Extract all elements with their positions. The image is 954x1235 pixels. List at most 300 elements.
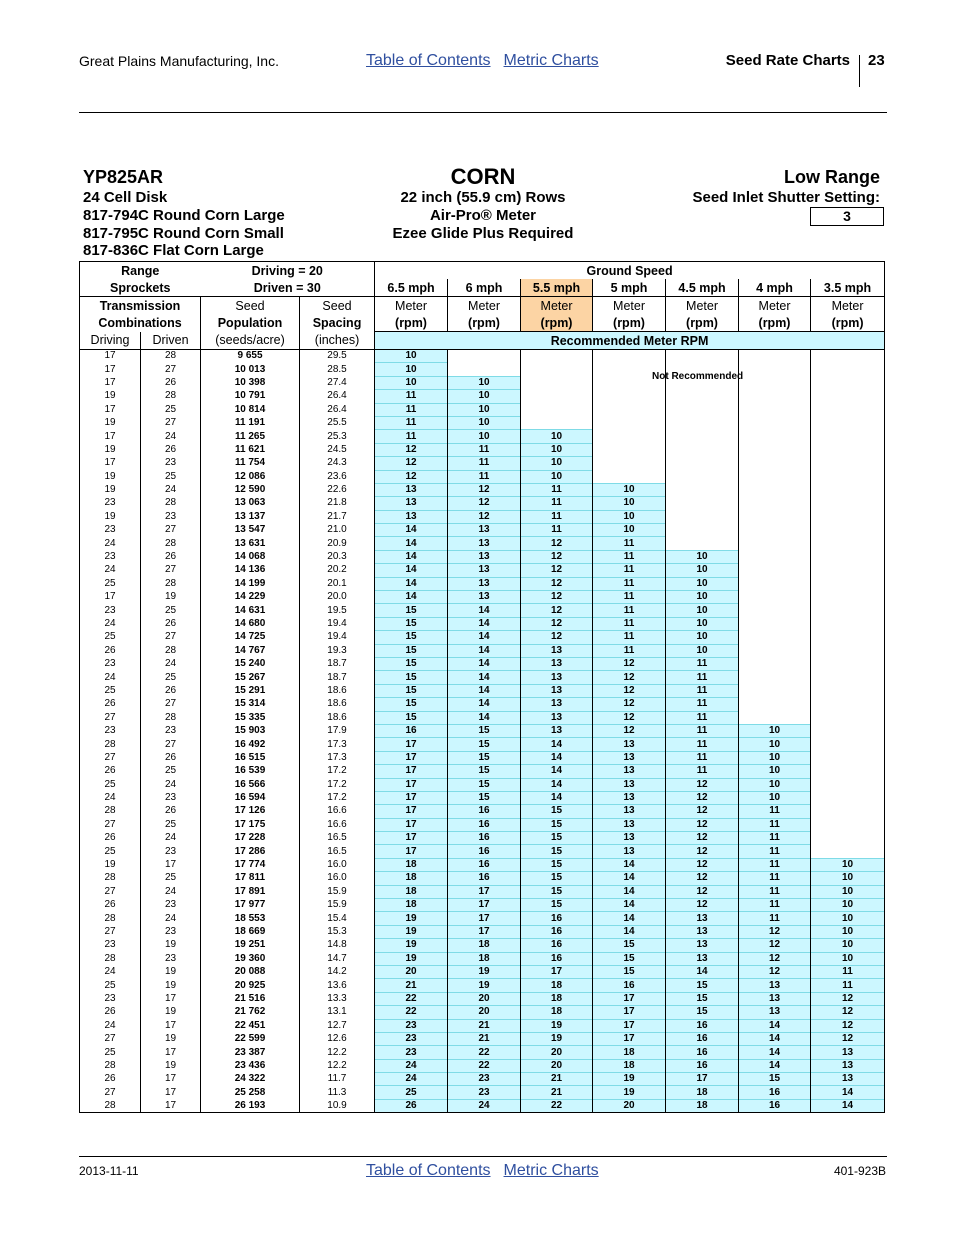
seed-population: 14 631: [201, 604, 300, 617]
meter-rpm-cell: 17: [593, 992, 666, 1005]
meter-rpm-cell: 15: [375, 631, 448, 644]
not-recommended-cell: [739, 537, 811, 550]
driving-teeth: 23: [80, 550, 141, 563]
footer-links: [366, 1162, 612, 1180]
table-row: [80, 1006, 885, 1019]
driven-teeth: 26: [141, 805, 201, 818]
meter-rpm-cell: 11: [593, 617, 666, 630]
meter-type: Air-Pro® Meter: [429, 207, 537, 224]
driven-teeth: 17: [141, 1073, 201, 1086]
meter-rpm-cell: 12: [521, 577, 593, 590]
meter-rpm-cell: 12: [375, 443, 448, 456]
seed-header: Seed: [201, 297, 300, 315]
meter-rpm-cell: 12: [521, 537, 593, 550]
company-name: Great Plains Manufacturing, Inc.: [79, 53, 279, 69]
meter-rpm-cell: 23: [448, 1073, 521, 1086]
meter-rpm-cell: 17: [593, 1032, 666, 1045]
meter-rpm-cell: 13: [521, 657, 593, 670]
table-row: [80, 711, 885, 724]
driving-teeth: 17: [80, 403, 141, 416]
table-row: [80, 1019, 885, 1032]
meter-rpm-cell: 20: [593, 1099, 666, 1112]
table-row: [80, 939, 885, 952]
rpm-header: (rpm): [811, 314, 885, 332]
driving-teeth: 26: [80, 832, 141, 845]
driven-teeth: 23: [141, 791, 201, 804]
meter-rpm-cell: 17: [375, 805, 448, 818]
seed-population: 17 286: [201, 845, 300, 858]
table-row: [80, 979, 885, 992]
seed-spacing: 20.1: [300, 577, 375, 590]
meter-rpm-cell: 17: [448, 912, 521, 925]
driving-teeth: 26: [80, 765, 141, 778]
meter-rpm-cell: 11: [375, 430, 448, 443]
seed-population: 15 240: [201, 657, 300, 670]
meter-header: Meter: [739, 297, 811, 315]
meter-rpm-cell: 12: [811, 1006, 885, 1019]
not-recommended-cell: [666, 443, 739, 456]
meter-rpm-cell: 13: [521, 698, 593, 711]
seed-population: 11 265: [201, 430, 300, 443]
driving-teeth: 23: [80, 939, 141, 952]
seed-population: 13 137: [201, 510, 300, 523]
meter-rpm-cell: 11: [739, 872, 811, 885]
driving-teeth: 24: [80, 671, 141, 684]
driven-teeth: 26: [141, 376, 201, 389]
table-row: [80, 577, 885, 590]
meter-rpm-cell: 11: [666, 724, 739, 737]
meter-rpm-cell: 13: [521, 644, 593, 657]
meter-rpm-cell: 17: [375, 778, 448, 791]
meter-rpm-cell: 11: [739, 805, 811, 818]
seed-spacing: 17.2: [300, 791, 375, 804]
meter-rpm-cell: 15: [375, 617, 448, 630]
driven-teeth: 27: [141, 631, 201, 644]
metric-charts-link[interactable]: Metric Charts: [503, 52, 599, 69]
meter-rpm-cell: 12: [739, 952, 811, 965]
table-row: [80, 724, 885, 737]
meter-rpm-cell: 22: [375, 992, 448, 1005]
not-recommended-cell: [739, 524, 811, 537]
footer-rule: [79, 1156, 887, 1157]
table-row: [80, 965, 885, 978]
meter-rpm-cell: 14: [666, 965, 739, 978]
meter-rpm-cell: 11: [375, 403, 448, 416]
not-recommended-cell: [811, 376, 885, 389]
meter-rpm-cell: 12: [666, 885, 739, 898]
seed-population: 21 762: [201, 1006, 300, 1019]
table-row: [80, 805, 885, 818]
not-recommended-cell: [521, 350, 593, 363]
meter-rpm-cell: 16: [739, 1086, 811, 1099]
speed-header-highlighted: 5.5 mph: [521, 279, 593, 297]
meter-rpm-cell: 15: [448, 791, 521, 804]
table-row: [80, 376, 885, 389]
driven-teeth: 17: [141, 1086, 201, 1099]
meter-rpm-cell: 11: [739, 845, 811, 858]
header-rule: [79, 112, 887, 113]
meter-rpm-cell: 16: [448, 818, 521, 831]
table-row: [80, 751, 885, 764]
meter-rpm-cell: 11: [448, 443, 521, 456]
meter-rpm-cell: 13: [666, 939, 739, 952]
driven-teeth: 19: [141, 979, 201, 992]
driven-teeth: 19: [141, 1006, 201, 1019]
seed-spacing: 24.5: [300, 443, 375, 456]
meter-rpm-cell: 15: [448, 724, 521, 737]
meter-rpm-cell: 19: [521, 1032, 593, 1045]
meter-rpm-cell: 16: [448, 872, 521, 885]
seed-spacing: 17.2: [300, 765, 375, 778]
meter-rpm-cell: 11: [375, 390, 448, 403]
seed-population: 9 655: [201, 350, 300, 363]
not-recommended-cell: [739, 443, 811, 456]
not-recommended-cell: [811, 416, 885, 429]
not-recommended-cell: [811, 403, 885, 416]
driven-teeth: 25: [141, 818, 201, 831]
meter-rpm-cell: 21: [521, 1073, 593, 1086]
driving-teeth: 25: [80, 577, 141, 590]
seed-spacing: 21.8: [300, 497, 375, 510]
not-recommended-cell: [739, 631, 811, 644]
meter-rpm-cell: 13: [811, 1059, 885, 1072]
part-number-line: 817-836C Flat Corn Large: [83, 242, 264, 259]
meter-header: Meter: [448, 297, 521, 315]
meter-rpm-cell: 12: [666, 818, 739, 831]
meter-header: Meter: [666, 297, 739, 315]
meter-rpm-cell: 10: [593, 510, 666, 523]
table-row: [80, 497, 885, 510]
seed-spacing: 26.4: [300, 390, 375, 403]
meter-rpm-cell: 11: [521, 497, 593, 510]
meter-rpm-cell: 10: [811, 858, 885, 871]
seed-population: 19 360: [201, 952, 300, 965]
seed-population: 13 063: [201, 497, 300, 510]
table-row: [80, 430, 885, 443]
driven-teeth: 28: [141, 497, 201, 510]
not-recommended-cell: [811, 350, 885, 363]
meter-rpm-cell: 12: [521, 631, 593, 644]
meter-rpm-cell: 13: [593, 845, 666, 858]
table-row: [80, 1086, 885, 1099]
table-of-contents-link[interactable]: Table of Contents: [366, 1162, 491, 1179]
meter-rpm-cell: 15: [521, 805, 593, 818]
meter-rpm-cell: 10: [593, 483, 666, 496]
meter-rpm-cell: 12: [666, 899, 739, 912]
page-number: 23: [868, 52, 885, 69]
meter-rpm-cell: 11: [593, 631, 666, 644]
meter-rpm-cell: 17: [375, 751, 448, 764]
meter-rpm-cell: 14: [593, 872, 666, 885]
driven-teeth: 24: [141, 778, 201, 791]
driven-teeth: 25: [141, 403, 201, 416]
driving-teeth: 19: [80, 483, 141, 496]
driving-teeth: 23: [80, 524, 141, 537]
seed-spacing: 16.5: [300, 832, 375, 845]
table-row: [80, 925, 885, 938]
driving-teeth: 26: [80, 698, 141, 711]
driven-teeth: 25: [141, 872, 201, 885]
meter-rpm-cell: 11: [739, 885, 811, 898]
table-header: [80, 262, 885, 350]
not-recommended-cell: [811, 738, 885, 751]
seed-spacing: 20.2: [300, 564, 375, 577]
meter-rpm-cell: 17: [448, 899, 521, 912]
table-row: [80, 899, 885, 912]
driving-teeth: 28: [80, 738, 141, 751]
seed-population: 15 314: [201, 698, 300, 711]
meter-rpm-cell: 18: [666, 1099, 739, 1112]
meter-rpm-cell: 14: [593, 899, 666, 912]
meter-rpm-cell: 13: [448, 591, 521, 604]
meter-rpm-cell: 13: [375, 483, 448, 496]
not-recommended-cell: [811, 430, 885, 443]
table-row: [80, 657, 885, 670]
driven-teeth: 17: [141, 858, 201, 871]
meter-rpm-cell: 10: [448, 430, 521, 443]
seed-spacing: 10.9: [300, 1099, 375, 1112]
meter-rpm-cell: 14: [521, 765, 593, 778]
table-row: [80, 443, 885, 456]
table-row: [80, 845, 885, 858]
meter-rpm-cell: 20: [448, 992, 521, 1005]
meter-rpm-cell: 15: [448, 738, 521, 751]
table-of-contents-link[interactable]: Table of Contents: [366, 52, 491, 69]
driving-teeth: 27: [80, 711, 141, 724]
table-row: [80, 537, 885, 550]
not-recommended-cell: [666, 350, 739, 363]
meter-rpm-cell: 11: [666, 765, 739, 778]
inches-header: (inches): [300, 332, 375, 350]
driving-teeth: 24: [80, 564, 141, 577]
driving-teeth: 23: [80, 992, 141, 1005]
meter-rpm-cell: 11: [666, 698, 739, 711]
driving-teeth: 28: [80, 952, 141, 965]
meter-header: Meter: [375, 297, 448, 315]
not-recommended-cell: [811, 684, 885, 697]
driven-teeth: 23: [141, 952, 201, 965]
meter-rpm-cell: 17: [521, 965, 593, 978]
table-row: [80, 470, 885, 483]
meter-rpm-cell: 14: [739, 1019, 811, 1032]
driven-header: Driven: [141, 332, 201, 350]
meter-rpm-cell: 17: [375, 832, 448, 845]
driving-teeth: 27: [80, 1032, 141, 1045]
seed-spacing: 16.0: [300, 872, 375, 885]
not-recommended-cell: [739, 457, 811, 470]
driven-teeth: 27: [141, 564, 201, 577]
meter-rpm-cell: 15: [666, 1006, 739, 1019]
meter-rpm-cell: 13: [448, 564, 521, 577]
meter-header: Meter: [811, 297, 885, 315]
meter-rpm-cell: 14: [448, 617, 521, 630]
driving-teeth: 17: [80, 430, 141, 443]
driving-teeth: 23: [80, 604, 141, 617]
driving-teeth: 28: [80, 1059, 141, 1072]
meter-rpm-cell: 17: [375, 818, 448, 831]
table-row: [80, 591, 885, 604]
seed-header: Seed: [300, 297, 375, 315]
meter-rpm-cell: 15: [666, 979, 739, 992]
meter-rpm-cell: 19: [521, 1019, 593, 1032]
driven-teeth: 25: [141, 604, 201, 617]
transmission-header: Transmission: [80, 297, 201, 315]
seed-spacing: 15.9: [300, 899, 375, 912]
not-recommended-cell: [739, 550, 811, 563]
meter-rpm-cell: 14: [593, 885, 666, 898]
not-recommended-cell: [666, 430, 739, 443]
not-recommended-cell: [739, 644, 811, 657]
metric-charts-link[interactable]: Metric Charts: [503, 1162, 599, 1179]
driven-teeth: 26: [141, 751, 201, 764]
meter-rpm-cell: 11: [593, 644, 666, 657]
not-recommended-cell: [666, 497, 739, 510]
meter-rpm-cell: 11: [593, 604, 666, 617]
driven-teeth: 24: [141, 430, 201, 443]
meter-rpm-cell: 15: [593, 939, 666, 952]
rpm-header: (rpm): [375, 314, 448, 332]
meter-rpm-cell: 13: [593, 818, 666, 831]
meter-rpm-cell: 14: [448, 604, 521, 617]
table-row: [80, 778, 885, 791]
meter-rpm-cell: 14: [448, 711, 521, 724]
driving-teeth: 27: [80, 925, 141, 938]
spacing-header: Spacing: [300, 314, 375, 332]
speed-header: 6.5 mph: [375, 279, 448, 297]
not-recommended-cell: [739, 711, 811, 724]
meter-rpm-cell: 22: [375, 1006, 448, 1019]
meter-rpm-cell: 10: [666, 550, 739, 563]
seed-population: 14 199: [201, 577, 300, 590]
driving-teeth: 17: [80, 591, 141, 604]
not-recommended-cell: [811, 390, 885, 403]
seed-spacing: 15.3: [300, 925, 375, 938]
header-divider: [859, 55, 860, 87]
table-row: [80, 390, 885, 403]
shutter-setting-value: 3: [810, 207, 884, 226]
meter-rpm-cell: 15: [666, 992, 739, 1005]
meter-rpm-cell: 12: [593, 684, 666, 697]
meter-rpm-cell: 21: [521, 1086, 593, 1099]
meter-rpm-cell: 14: [448, 657, 521, 670]
meter-rpm-cell: 15: [593, 952, 666, 965]
meter-rpm-cell: 17: [448, 885, 521, 898]
driving-teeth: 23: [80, 657, 141, 670]
meter-rpm-cell: 16: [448, 832, 521, 845]
range-label: Low Range: [783, 167, 880, 187]
driven-teeth: 24: [141, 832, 201, 845]
seed-spacing: 27.4: [300, 376, 375, 389]
seed-spacing: 19.5: [300, 604, 375, 617]
meter-rpm-cell: 18: [593, 1046, 666, 1059]
seed-spacing: 19.3: [300, 644, 375, 657]
meter-rpm-cell: 10: [521, 443, 593, 456]
meter-rpm-cell: 24: [375, 1073, 448, 1086]
meter-rpm-cell: 11: [521, 524, 593, 537]
seed-population: 16 492: [201, 738, 300, 751]
header-links: [366, 52, 612, 70]
meter-rpm-cell: 10: [739, 724, 811, 737]
table-row: [80, 403, 885, 416]
meter-rpm-cell: 10: [811, 925, 885, 938]
seed-population: 23 387: [201, 1046, 300, 1059]
meter-rpm-cell: 14: [375, 577, 448, 590]
driving-teeth: 25: [80, 1046, 141, 1059]
meter-rpm-cell: 13: [521, 724, 593, 737]
meter-rpm-cell: 16: [521, 952, 593, 965]
seed-spacing: 20.3: [300, 550, 375, 563]
seed-spacing: 12.7: [300, 1019, 375, 1032]
seed-population: 13 547: [201, 524, 300, 537]
driven-teeth: 17: [141, 1046, 201, 1059]
not-recommended-cell: [739, 403, 811, 416]
meter-rpm-cell: 12: [448, 510, 521, 523]
not-recommended-cell: [739, 591, 811, 604]
driving-teeth: 25: [80, 631, 141, 644]
meter-rpm-cell: 14: [593, 858, 666, 871]
driving-teeth: 19: [80, 510, 141, 523]
meter-rpm-cell: 14: [521, 738, 593, 751]
meter-rpm-cell: 10: [375, 363, 448, 376]
meter-rpm-cell: 13: [739, 992, 811, 1005]
meter-rpm-cell: 17: [593, 1019, 666, 1032]
meter-rpm-cell: 16: [521, 925, 593, 938]
driving-teeth: 28: [80, 872, 141, 885]
disk-description: 24 Cell Disk: [83, 189, 168, 206]
driving-teeth: 26: [80, 644, 141, 657]
not-recommended-cell: [521, 390, 593, 403]
meter-rpm-cell: 17: [666, 1073, 739, 1086]
driven-teeth: 25: [141, 765, 201, 778]
publication-date: 2013-11-11: [79, 1164, 139, 1178]
meter-rpm-cell: 19: [448, 979, 521, 992]
seed-spacing: 13.6: [300, 979, 375, 992]
meter-rpm-cell: 11: [521, 483, 593, 496]
meter-rpm-cell: 14: [375, 537, 448, 550]
not-recommended-cell: [739, 510, 811, 523]
not-recommended-cell: [593, 350, 666, 363]
seed-spacing: 14.2: [300, 965, 375, 978]
not-recommended-cell: [739, 470, 811, 483]
meter-rpm-cell: 15: [375, 684, 448, 697]
driven-teeth: 17: [141, 1099, 201, 1112]
meter-rpm-cell: 22: [448, 1059, 521, 1072]
meter-rpm-cell: 13: [811, 1073, 885, 1086]
table-row: [80, 363, 885, 376]
seed-spacing: 17.2: [300, 778, 375, 791]
not-recommended-cell: [811, 791, 885, 804]
seed-spacing: 14.7: [300, 952, 375, 965]
seed-population: 19 251: [201, 939, 300, 952]
meter-rpm-cell: 13: [521, 671, 593, 684]
not-recommended-cell: [739, 698, 811, 711]
meter-rpm-cell: 17: [375, 738, 448, 751]
not-recommended-cell: [739, 577, 811, 590]
not-recommended-cell: [811, 845, 885, 858]
speed-header: 4.5 mph: [666, 279, 739, 297]
driving-teeth: 19: [80, 390, 141, 403]
driven-teeth: 23: [141, 510, 201, 523]
not-recommended-cell: [593, 457, 666, 470]
meter-rpm-cell: 11: [739, 818, 811, 831]
driven-teeth: 17: [141, 1019, 201, 1032]
meter-rpm-cell: 19: [375, 939, 448, 952]
meter-rpm-cell: 12: [811, 992, 885, 1005]
meter-rpm-cell: 18: [521, 1006, 593, 1019]
meter-rpm-cell: 11: [521, 510, 593, 523]
table-row: [80, 858, 885, 871]
meter-rpm-cell: 18: [448, 952, 521, 965]
